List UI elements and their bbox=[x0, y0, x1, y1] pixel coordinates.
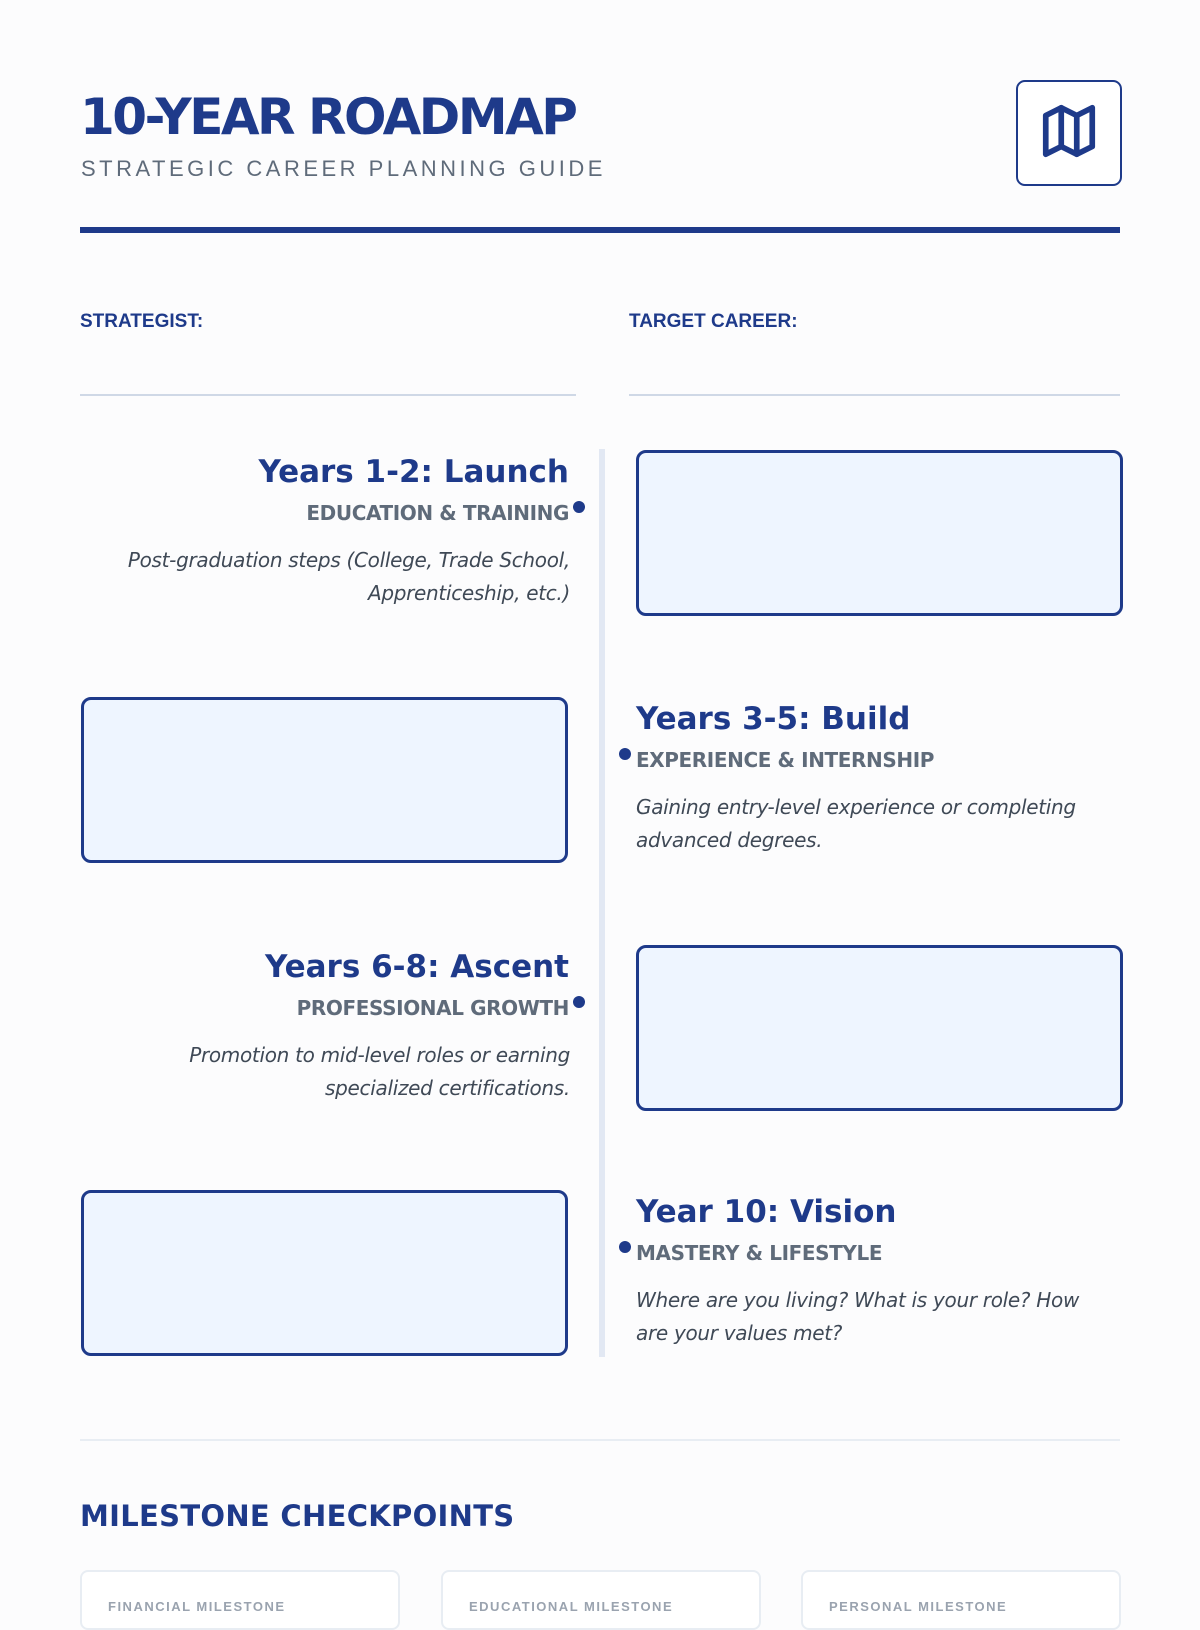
header-divider bbox=[80, 227, 1120, 233]
phase-2-response-box[interactable] bbox=[81, 697, 568, 863]
strategist-field[interactable] bbox=[80, 394, 576, 396]
phase-4-subtitle: MASTERY & LIFESTYLE bbox=[636, 1241, 883, 1265]
milestone-card-personal[interactable] bbox=[801, 1570, 1121, 1630]
phase-2-description: Gaining entry-level experience or completing advanced degrees. bbox=[636, 795, 1076, 852]
milestone-card-financial[interactable] bbox=[80, 1570, 400, 1630]
map-button[interactable] bbox=[1016, 80, 1122, 186]
section-divider bbox=[80, 1439, 1120, 1441]
phase-3-response-box[interactable] bbox=[636, 945, 1123, 1111]
strategist-label: STRATEGIST: bbox=[80, 311, 204, 332]
timeline-dot bbox=[619, 748, 631, 760]
phase-2-title: Years 3-5: Build bbox=[636, 701, 911, 737]
target-career-label: TARGET CAREER: bbox=[629, 311, 798, 332]
phase-2-subtitle: EXPERIENCE & INTERNSHIP bbox=[636, 748, 935, 772]
timeline-dot bbox=[573, 501, 585, 513]
page-header bbox=[80, 80, 1120, 236]
timeline-axis bbox=[599, 449, 605, 1357]
phase-4-description: Where are you living? What is your role? How are your values met? bbox=[636, 1288, 1080, 1345]
timeline-dot bbox=[619, 1241, 631, 1253]
phase-3-title: Years 6-8: Ascent bbox=[264, 949, 569, 985]
phase-1-title: Years 1-2: Launch bbox=[258, 454, 569, 490]
timeline-dot bbox=[573, 996, 585, 1008]
phase-1-description: Post-graduation steps (College, Trade School, Apprenticeship, etc.) bbox=[127, 548, 570, 605]
page-title: 10-YEAR ROADMAP bbox=[80, 88, 576, 146]
phase-4-title: Year 10: Vision bbox=[636, 1194, 897, 1230]
phase-1-response-box[interactable] bbox=[636, 450, 1123, 616]
milestone-card-label: EDUCATIONAL MILESTONE bbox=[469, 1599, 674, 1614]
phase-1-subtitle: EDUCATION & TRAINING bbox=[306, 501, 569, 525]
map-icon bbox=[1038, 100, 1100, 167]
phase-3-description: Promotion to mid-level roles or earning specialized certifications. bbox=[189, 1043, 570, 1100]
phase-4-response-box[interactable] bbox=[81, 1190, 568, 1356]
milestone-card-label: PERSONAL MILESTONE bbox=[829, 1599, 1008, 1614]
target-career-field[interactable] bbox=[629, 394, 1120, 396]
milestone-card-educational[interactable] bbox=[441, 1570, 761, 1630]
milestone-section-title: MILESTONE CHECKPOINTS bbox=[80, 1499, 515, 1533]
phase-3-subtitle: PROFESSIONAL GROWTH bbox=[296, 996, 569, 1020]
page-subtitle: STRATEGIC CAREER PLANNING GUIDE bbox=[81, 156, 606, 181]
milestone-card-label: FINANCIAL MILESTONE bbox=[108, 1599, 286, 1614]
